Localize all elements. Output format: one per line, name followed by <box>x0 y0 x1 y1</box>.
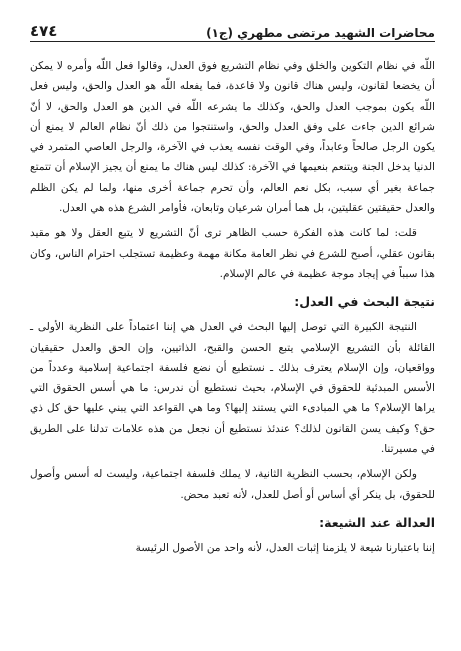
paragraph-3: النتيجة الكبيرة التي توصل إليها البحث في العدل هي إننا اعتماداً على النظرية الأولى ـ القائلة بأن التشريع الإسلامي يتبع الحسن والقبح، الذاتيين، وإن الحق والعدل حقيقيان وواقعيان، وإن الإسلام يعترف بذلك ـ نستطيع أن نضع فلسفة اجتماعية إسلامية وعدداً من الأسس المبدئية للحقوق في الإسلام، بحيث نستطيع أن ندرس: ما هي أسس الحقوق التي يراها الإسلام؟ ما هي المبادىء التي يستند إليها؟ وما هي القواعد التي يبني عليها حق كل ذي حق؟ وكيف يسن القانون لذلك؟ عندئذ نستطيع أن نجعل من هذه علامات تدلنا على الطريق في مسيرتنا. <box>30 321 435 456</box>
running-header <box>30 22 435 40</box>
page-number: ٤٧٤ <box>30 22 58 40</box>
paragraph-5: إننا باعتبارنا شيعة لا يلزمنا إثبات العدل، لأنه واحد من الأصول الرئيسة <box>135 541 435 554</box>
section-heading-shia-justice: العدالة عند الشيعة: <box>319 514 435 530</box>
paragraph-2: قلت: لما كانت هذه الفكرة حسب الظاهر ترى أنّ التشريع لا يتبع العقل ولا هو مقيد بقانون عقلي، أصبح للشرع في نظر العامة مكانة مهمة وعظيمة تستجلب احترام الناس، وكان هذا سبباً في إيجاد موجة عظيمة في عالم الإسلام. <box>30 227 435 280</box>
paragraph-4: ولكن الإسلام، بحسب النظرية الثانية، لا يملك فلسفة اجتماعية، وليست له أسس وأصول للحقوق، بل ينكر أي أساس أو أصل للعدل، لأنه تعبد محض. <box>30 468 435 501</box>
paragraph-1: اللّه في نظام التكوين والخلق وفي نظام التشريع فوق العدل، وقالوا فعل اللّه وأمره لا يمكن أن يخضعا لقانون، وليس هناك قانون ولا قاعدة، فما يفعله اللّه هو العدل والحق، وليس فعل اللّه يكون بموجب العدل والحق، وكذلك ما يشرعه اللّه في الدين هو العدل والحق، لا أنّ شرائع الدين جاءت على وفق العدل والحق، واستنتجوا من ذلك أنّ نظام العالم لا يمنع أن يكون الرجل صالحاً وعابداً، وفي الوقت نفسه يعذب في الآخرة، والرجل العاصي المتمرد في الدنيا يدخل الجنة ويتنعم بنعيمها في الآخرة: كذلك ليس هناك ما يمنع أن يجيز الإسلام أن تتمتع جماعة بغير أي سبب، بكل نعم العالم، وأن تحرم جماعة أخرى منها، ولما لم يكن الظلم والعدل حقيقتين عقليتين، بل هما أمران شرعيان وتابعان، فأوامر الشرع هذه هي العدل. <box>30 60 435 215</box>
book-title: محاضرات الشهيد مرتضى مطهري (ج١) <box>206 26 435 40</box>
page-body <box>30 56 435 558</box>
header-rule <box>30 41 435 42</box>
section-heading-result: نتيجة البحث في العدل: <box>294 294 435 310</box>
